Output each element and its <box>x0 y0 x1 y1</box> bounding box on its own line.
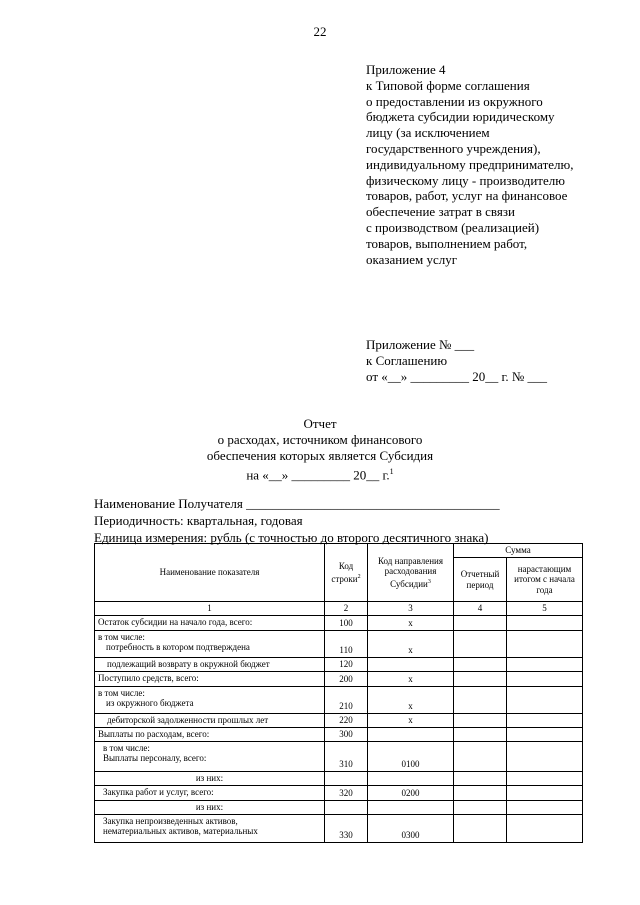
table-row <box>95 686 583 713</box>
report-table <box>94 543 583 843</box>
row-direction <box>368 727 454 741</box>
row-direction: x <box>368 630 454 657</box>
row-value-period <box>454 800 507 814</box>
recipient-line: Наименование Получателя _______________________________________ <box>94 496 500 511</box>
col-number: 3 <box>368 602 454 616</box>
row-name: дебиторской задолженности прошлых лет <box>95 713 325 727</box>
row-direction: x <box>368 671 454 686</box>
row-direction: x <box>368 615 454 630</box>
annex-line: государственного учреждения), <box>366 140 541 156</box>
row-direction <box>368 657 454 671</box>
periodicity-line: Периодичность: квартальная, годовая <box>94 513 303 528</box>
table-row <box>95 671 583 686</box>
row-value-cumulative <box>507 657 583 671</box>
row-value-period <box>454 686 507 713</box>
row-name: Закупка непроизведенных активов, нематериальных активов, материальных <box>95 814 325 842</box>
annex-line: обеспечение затрат в связи <box>366 204 515 220</box>
row-code: 210 <box>325 686 368 713</box>
title-line <box>0 464 640 483</box>
row-name: Выплаты по расходам, всего: <box>95 727 325 741</box>
row-code: 200 <box>325 671 368 686</box>
row-code: 110 <box>325 630 368 657</box>
agreement-reference <box>366 337 547 385</box>
header-line-code: Код строки$^2$ <box>325 544 368 602</box>
table-row <box>95 771 583 785</box>
row-direction: 0300 <box>368 814 454 842</box>
row-value-period <box>454 814 507 842</box>
header-cumulative: нарастающим итогом с начала года <box>507 558 583 602</box>
row-direction <box>368 800 454 814</box>
col-number: 1 <box>95 602 325 616</box>
annex-line: бюджета субсидии юридическому <box>366 109 555 125</box>
page-number: 22 <box>313 24 327 39</box>
row-name: из них: <box>95 800 325 814</box>
col-number: 2 <box>325 602 368 616</box>
row-value-cumulative <box>507 671 583 686</box>
col-number: 5 <box>507 602 583 616</box>
row-direction: x <box>368 686 454 713</box>
table-row <box>95 630 583 657</box>
annex-line: к Типовой форме соглашения <box>366 77 530 93</box>
row-direction: x <box>368 713 454 727</box>
report-title <box>0 416 640 483</box>
row-code <box>325 771 368 785</box>
header-name: Наименование показателя <box>95 544 325 602</box>
row-name: из них: <box>95 771 325 785</box>
row-value-period <box>454 615 507 630</box>
row-value-cumulative <box>507 741 583 771</box>
annex-line: индивидуальному предпринимателю, <box>366 156 574 172</box>
header-reporting-period: Отчетный период <box>454 558 507 602</box>
annex-line: физическому лицу - производителю <box>366 172 565 188</box>
title-line: обеспечения которых является Субсидия <box>206 448 434 463</box>
row-direction: 0200 <box>368 785 454 800</box>
row-value-period <box>454 771 507 785</box>
row-value-cumulative <box>507 785 583 800</box>
row-name: Поступило средств, всего: <box>95 671 325 686</box>
row-value-cumulative <box>507 686 583 713</box>
agreement-label: к Соглашению <box>366 353 448 368</box>
row-value-period <box>454 630 507 657</box>
row-value-cumulative <box>507 800 583 814</box>
agreement-annex-number: Приложение № ___ <box>366 337 475 352</box>
row-code: 320 <box>325 785 368 800</box>
row-name: Остаток субсидии на начало года, всего: <box>95 615 325 630</box>
row-code: 310 <box>325 741 368 771</box>
table-row <box>95 800 583 814</box>
row-value-period <box>454 741 507 771</box>
row-code <box>325 800 368 814</box>
header-direction-code: Код направления расходования Субсидии$^3$ <box>368 544 454 602</box>
row-value-period <box>454 671 507 686</box>
row-name: Закупка работ и услуг, всего: <box>95 785 325 800</box>
title-date: на «__» _________ 20__ г. <box>246 467 390 483</box>
row-code: 120 <box>325 657 368 671</box>
annex-line: товаров, работ, услуг на финансовое <box>366 188 568 204</box>
row-code: 330 <box>325 814 368 842</box>
table-row <box>95 741 583 771</box>
row-name: в том числе: потребность в котором подтверждена <box>95 630 325 657</box>
table-row <box>95 713 583 727</box>
row-value-period <box>454 657 507 671</box>
row-value-period <box>454 713 507 727</box>
title-line: Отчет <box>303 416 337 431</box>
table-row <box>95 785 583 800</box>
table-row <box>95 657 583 671</box>
row-direction: 0100 <box>368 741 454 771</box>
title-line: о расходах, источником финансового <box>217 432 423 447</box>
annex-line: товаров, выполнением работ, <box>366 235 528 251</box>
annex-line: о предоставлении из окружного <box>366 93 543 109</box>
row-code: 100 <box>325 615 368 630</box>
footnote-marker: 1 <box>389 467 394 476</box>
row-name: в том числе: из окружного бюджета <box>95 686 325 713</box>
row-direction <box>368 771 454 785</box>
table-row <box>95 814 583 842</box>
table-row <box>95 727 583 741</box>
col-number: 4 <box>454 602 507 616</box>
annex-line: Приложение 4 <box>366 62 446 77</box>
report-meta <box>94 495 500 546</box>
table-row <box>95 615 583 630</box>
unit-line: Единица измерения: рубль (с точностью до второго десятичного знака) <box>94 530 489 545</box>
annex-header <box>366 62 616 267</box>
row-value-cumulative <box>507 727 583 741</box>
row-value-cumulative <box>507 814 583 842</box>
row-code: 220 <box>325 713 368 727</box>
header-sum: Сумма <box>454 544 583 558</box>
annex-line: с производством (реализацией) <box>366 219 540 235</box>
agreement-date-number: от «__» _________ 20__ г. № ___ <box>366 369 548 384</box>
row-name: подлежащий возврату в окружной бюджет <box>95 657 325 671</box>
row-value-cumulative <box>507 615 583 630</box>
annex-line: оказанием услуг <box>366 251 458 267</box>
row-value-cumulative <box>507 713 583 727</box>
row-name: в том числе: Выплаты персоналу, всего: <box>95 741 325 771</box>
annex-line: лицу (за исключением <box>366 125 490 141</box>
row-code: 300 <box>325 727 368 741</box>
row-value-cumulative <box>507 630 583 657</box>
row-value-cumulative <box>507 771 583 785</box>
row-value-period <box>454 727 507 741</box>
row-value-period <box>454 785 507 800</box>
